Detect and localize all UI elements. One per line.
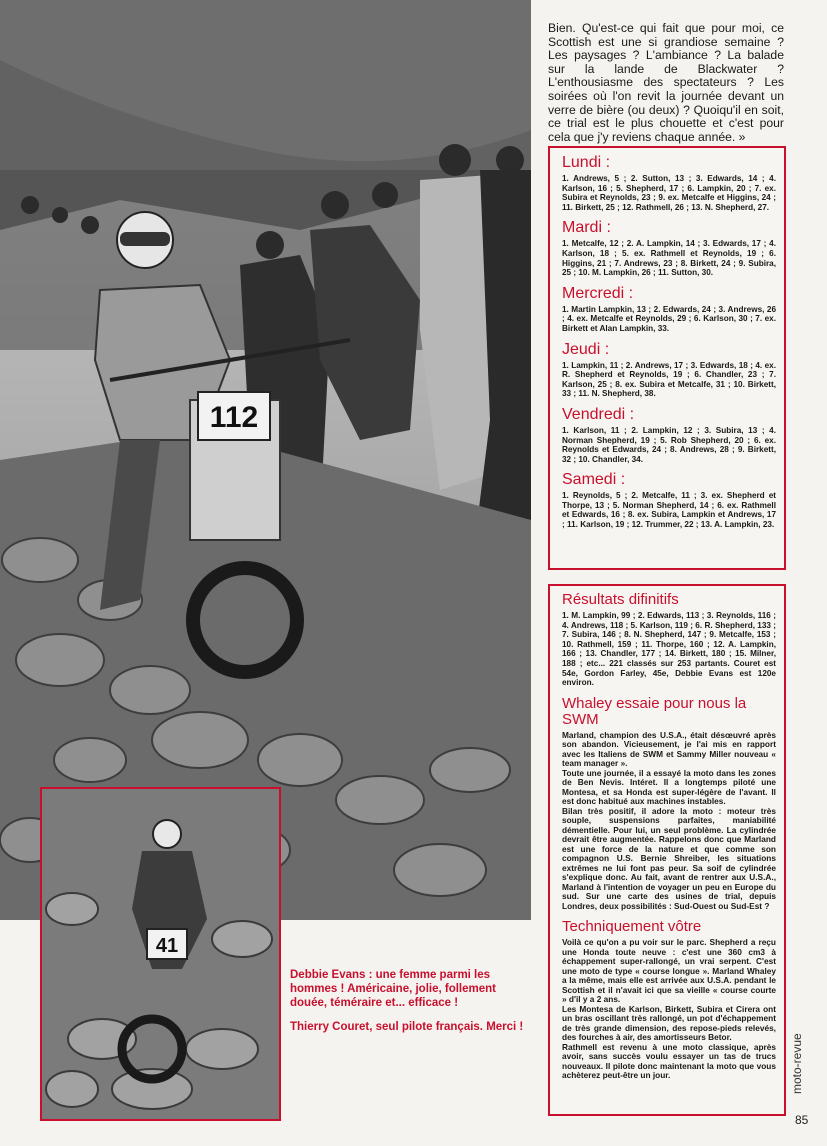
day-results: 1. Martin Lampkin, 13 ; 2. Edwards, 24 ; 3. Andrews, 26 ; 4. ex. Metcalfe et Reynolds, 29 ; 6. Karlson, 30 ; 7. ex. Birkett et Alan Lampkin, 33.: [562, 304, 776, 333]
inset-race-plate: 41: [155, 935, 179, 957]
intro-paragraph: Bien. Qu'est-ce qui fait que pour moi, ce Scottish est une si grandiose semaine ? Les paysages ? L'ambiance ? La balade sur la lande de Blackwater ? L'enthousiasme des spectateurs ? Les soirées où l'on revit la journée devant un verre de bière (ou deux) ? Quoiqu'il en soit, ce trial est le plus chouette et c'est pour cela que j'y reviens chaque année. »: [548, 21, 784, 144]
day-mardi: [562, 219, 776, 277]
whaley-section: [562, 696, 776, 912]
day-title: Mercredi :: [562, 284, 634, 302]
day-mercredi: [562, 285, 776, 334]
whaley-paragraph: Toute une journée, il a essayé la moto dans les zones de Ben Nevis. Intéret. Il a longtemps piloté une Montesa, et sa Honda est super-légère de l'avant. Il est donc habitué aux machines instables.: [562, 767, 776, 807]
inset-photo: [40, 787, 281, 1121]
day-lundi: [562, 154, 776, 212]
main-race-plate: 112: [209, 401, 259, 434]
technique-title: Techniquement vôtre: [562, 918, 702, 936]
articles-box: [548, 584, 786, 1116]
daily-results-box: [548, 146, 786, 570]
whaley-paragraph: Marland, champion des U.S.A., était désœuvré après son abandon. Vicieusement, je l'ai mis en rapport avec les Italiens de SWM et Sammy Miller nouveau « team manager ».: [562, 729, 776, 769]
day-title: Samedi :: [562, 471, 626, 489]
caption-thierry-couret: Thierry Couret, seul pilote français. Merci !: [290, 1021, 524, 1033]
photo-captions: [290, 968, 530, 1044]
day-title: Vendredi :: [562, 405, 635, 423]
day-title: Mardi :: [562, 219, 611, 237]
whaley-paragraph: Bilan très positif, il adore la moto : moteur très souple, suspensions parfaites, maniabilité démentielle. Pour lui, un seul problème. La cylindrée devrait être augmentée. Rappelons donc que Marland est une force de la nature et que comme son compagnon U.S. Bernie Shreiber, les situations extrêmes ne lui font pas peur. Sa soif de cylindrée s'explique donc. Au fait, avant de rentrer aux U.S.A., Marland à l'intention de voyager un peu en Europe du sud. Sur une carte des usines de trial, depuis Londres, deux possibilités : Sud-Ouest ou Sud-Est ?: [562, 805, 776, 911]
caption-debbie-evans: Debbie Evans : une femme parmi les hommes ! Américaine, jolie, follement douée, téméraire et... efficace !: [290, 969, 496, 1009]
technique-section: [562, 919, 776, 1081]
final-results-text: 1. M. Lampkin, 99 ; 2. Edwards, 113 ; 3. Reynolds, 116 ; 4. Andrews, 118 ; 5. Karlson, 119 ; 6. R. Shepherd, 133 ; 7. Subira, 146 ; 8. N. Shepherd, 147 ; 9. Metcalfe, 153 ; 10. Rathmell, 159 ; 11. Thorpe, 160 ; 12. A. Lampkin, 166 ; 13. Chandler, 177 ; 14. Birkett, 180 ; 15. Milner, 188 ; etc... 221 classés sur 253 partants. Couret est 54e, Gordon Farley, 45e, Debbie Evans est 120e environ.: [562, 611, 776, 688]
final-results-title: Résultats difinitifs: [562, 591, 679, 608]
day-vendredi: [562, 406, 776, 464]
magazine-name: moto-revue: [790, 1033, 804, 1094]
technique-paragraph: Les Montesa de Karlson, Birkett, Subira et Cirera ont un bras oscillant très rallongé, un pot d'échappement de très grande dimension, des repose-pieds relevés, des fourches à air, des amortisseurs Betor.: [562, 1003, 776, 1043]
day-title: Jeudi :: [562, 340, 610, 358]
whaley-title: Whaley essaie pour nous la SWM: [562, 694, 747, 728]
final-results-section: [562, 592, 776, 688]
day-results: 1. Andrews, 5 ; 2. Sutton, 13 ; 3. Edwards, 14 ; 4. Karlson, 16 ; 5. Shepherd, 17 ; 6. Lampkin, 20 ; 7. ex. Subira et Reynolds, 23 ; 9. ex. Metcalfe et Higgins, 24 ; 11. Birkett, 25 ; 12. Rathmell, 26 ; 13. N. Shepherd, 27.: [562, 174, 776, 212]
technique-paragraph: Voilà ce qu'on a pu voir sur le parc. Shepherd a reçu une Honda toute neuve : c'est une 360 cm3 à échappement super-rallongé, un vrai serpent. C'est une moto de type « course longue ». Marland Whaley a la même, mais elle est arrivée aux U.S.A. pendant le Scottish et il n'avait ici que sa vieille « course courte » d'il y a 2 ans.: [562, 937, 776, 1005]
day-results: 1. Lampkin, 11 ; 2. Andrews, 17 ; 3. Edwards, 18 ; 4. ex. R. Shepherd et Reynolds, 19 ; 6. Chandler, 23 ; 7. Karlson, 25 ; 8. ex. Subira et Metcalfe, 31 ; 10. Birkett, 33 ; 11. N. Shepherd, 38.: [562, 360, 776, 399]
inset-rider-illustration: [42, 789, 279, 1119]
day-results: 1. Metcalfe, 12 ; 2. A. Lampkin, 14 ; 3. Edwards, 17 ; 4. Karlson, 18 ; 5. ex. Rathmell et Reynolds, 19 ; 6. Higgins, 21 ; 7. Andrews, 23 ; 8. Birkett, 24 ; 9. Subira, 25 ; 10. M. Lampkin, 26 ; 11. Sutton, 30.: [562, 239, 776, 278]
day-title: Lundi :: [562, 154, 611, 171]
technique-paragraph: Rathmell est revenu à une moto classique, après avoir, sans succès voulu essayer un tas de trucs nouveaux. Il pilote donc maintenant la moto que vous achèterez peut-être un jour.: [562, 1041, 776, 1081]
day-samedi: [562, 471, 776, 529]
day-jeudi: [562, 341, 776, 399]
page-number: 85: [795, 1113, 809, 1127]
day-results: 1. Karlson, 11 ; 2. Lampkin, 12 ; 3. Subira, 13 ; 4. Norman Shepherd, 19 ; 5. Rob Shepherd, 20 ; 6. ex. Reynolds et Edwards, 24 ; 8. Andrews, 28 ; 9. Birkett, 32 ; 10. Chandler, 34.: [562, 425, 776, 464]
day-results: 1. Reynolds, 5 ; 2. Metcalfe, 11 ; 3. ex. Shepherd et Thorpe, 13 ; 5. Norman Shepherd, 14 ; 6. ex. Rathmell et Edwards, 16 ; 8. ex. Subira, Lampkin et Andrews, 17 ; 11. Karlson, 19 ; 12. Trummer, 22 ; 13. A. Lampkin, 23.: [562, 491, 776, 530]
